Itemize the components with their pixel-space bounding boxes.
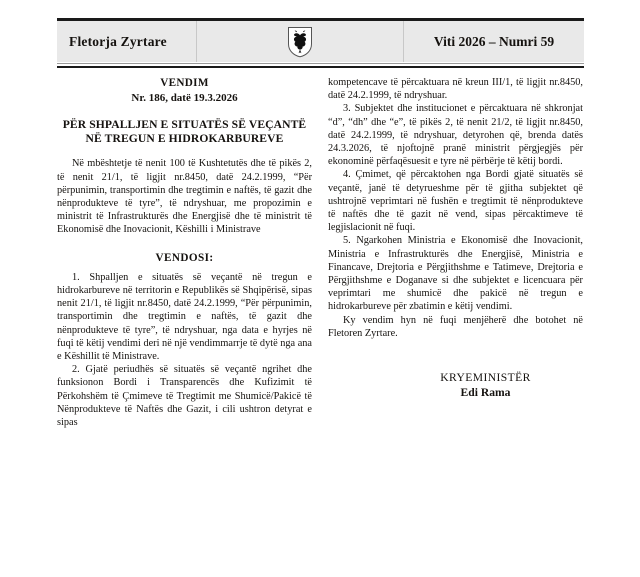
document-number-date: Nr. 186, datë 19.3.2026 — [131, 92, 238, 104]
document-kicker: VENDIM — [160, 77, 209, 89]
signature-block — [328, 370, 583, 400]
left-column — [57, 76, 312, 556]
signature-role: KRYEMINISTËR — [440, 371, 531, 385]
point-1-paragraph: 1. Shpalljen e situatës së veçantë në tregun e hidrokarbureve në territorin e Republikës së Shqipërisë, sipas nenit 21/1, të ligjit nr.8450, datë 24.2.1999, “Për përpunimin, transportimin dhe tregtimin e naftës, të gazit dhe nënprodukteve të tyre”, të ndryshuar, nga data e hyrjes në fuqi të këtij vendimi deri në një vendimmarrje të dytë nga ana e Këshillit të Ministrave. — [57, 271, 312, 363]
point-4-paragraph: 4. Çmimet, që përcaktohen nga Bordi gjatë situatës së veçantë, janë të detyrueshme për të gjitha subjektet që ushtrojnë veprimtari në fushën e tregtimit të nënprodukteve të naftës dhe të gazit në vend, sipas përcaktimeve të legjislacionit në fuqi. — [328, 169, 583, 234]
two-column-body — [57, 76, 584, 556]
point-2-paragraph: 2. Gjatë periudhës së situatës së veçantë ngrihet dhe funksionon Bordi i Transparencës dhe Kufizimit të Përkohshëm të Çmimeve të Tregtimit me Shumicë/Pakicë të Nënprodukteve të Naftës dhe Gazit, i cili ushtron detyrat e sipas — [57, 364, 312, 429]
albanian-coat-of-arms-icon — [287, 26, 313, 58]
point-2-continuation: kompetencave të përcaktuara në kreun III/1, të ligjit nr.8450, datë 24.2.1999, të ndryshuar. — [328, 77, 583, 102]
masthead-issue-cell — [404, 21, 584, 62]
publication-title: Fletorja Zyrtare — [69, 33, 167, 49]
issue-label: Viti 2026 – Numri 59 — [433, 33, 555, 49]
point-3-paragraph: 3. Subjektet dhe institucionet e përcaktuara në shkronjat “d”, “dh” dhe “e”, të pikës 2, të nenit 21/2, të ligjit nr.8450, datë 24.2.1999, të ndryshuar, detyrohen që, brenda datës 24.3.2026, të njoftojnë pranë ministrit përgjegjës për ekonominë përfaqësuesit e tyre në përbërje të këtij bordi. — [328, 103, 583, 168]
decides-heading: VENDOSI: — [155, 251, 214, 264]
preamble-paragraph: Në mbështetje të nenit 100 të Kushtetutës dhe të pikës 2, të nenit 21/1, të ligjit nr.8450, datë 24.2.1999, “Për përpunimin, transportimin dhe tregtimin e naftës, të gazit dhe nënprodukteve të tyre”, të ndryshuar, me propozimin e ministrit të Infrastrukturës dhe Energjisë dhe të ministrit të Ekonomisë dhe Inovacionit, Këshilli i Ministrave — [57, 158, 312, 236]
masthead — [57, 18, 584, 62]
signature-name: Edi Rama — [460, 386, 511, 400]
closing-paragraph: Ky vendim hyn në fuqi menjëherë dhe botohet në Fletoren Zyrtare. — [328, 314, 583, 339]
right-column — [328, 76, 583, 556]
header-rule-thick — [57, 66, 584, 68]
header-rule-thin — [57, 63, 584, 64]
document-title: PËR SHPALLJEN E SITUATËS SË VEÇANTË NË TREGUN E HIDROKARBUREVE — [62, 118, 307, 146]
masthead-publication-cell — [57, 21, 197, 62]
masthead-emblem-cell — [197, 21, 404, 62]
point-5-paragraph: 5. Ngarkohen Ministria e Ekonomisë dhe Inovacionit, Ministria e Infrastrukturës dhe Energjisë, Ministria e Financave, Drejtoria e Përgjithshme e Tatimeve, Drejtoria e Përgjithshme e Doganave si dhe subjektet e licencuara për veprimtari me shumicë dhe pakicë në tregun e hidrokarbureve për zbatimin e këtij vendimi. — [328, 235, 583, 313]
